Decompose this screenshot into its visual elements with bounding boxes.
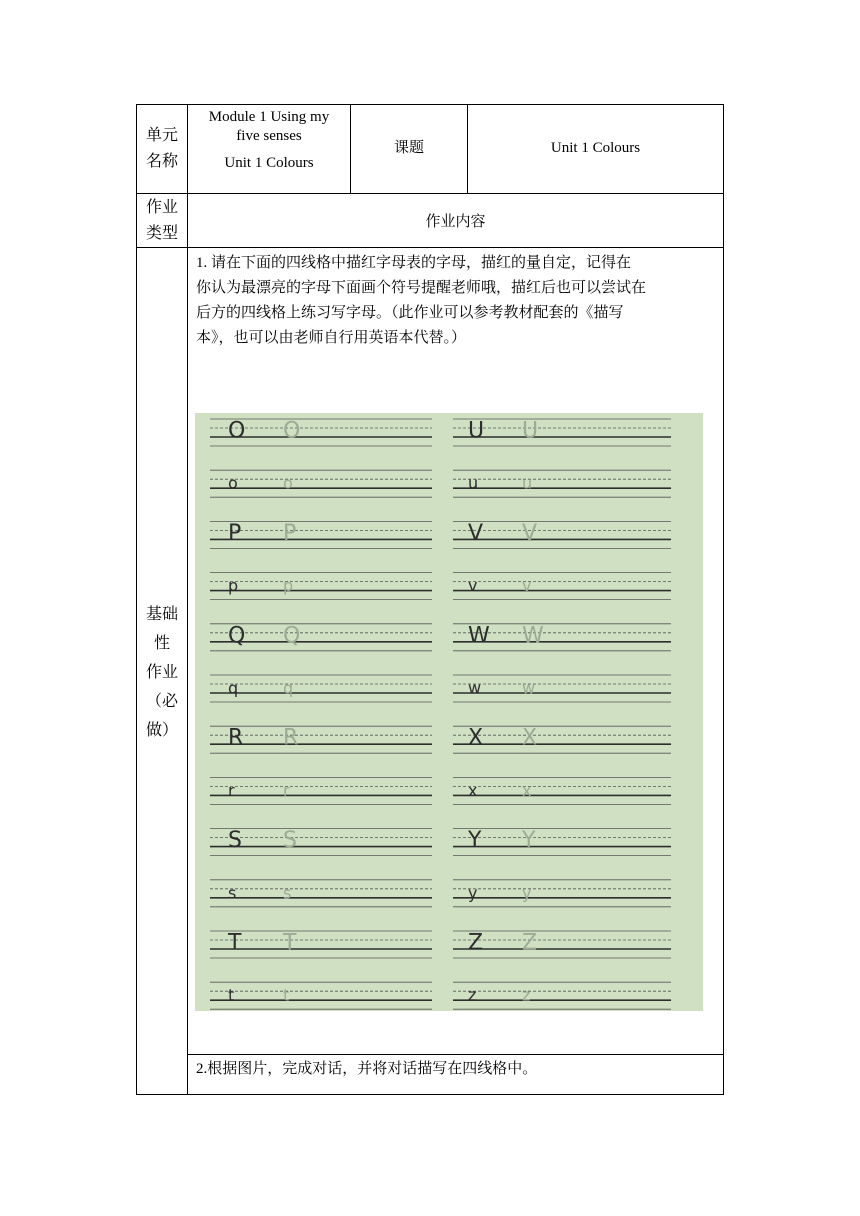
trace-letter: v xyxy=(522,576,532,596)
task1-line: 1. 请在下面的四线格中描红字母表的字母，描红的量自定，记得在 xyxy=(196,255,632,271)
task1-instructions xyxy=(196,251,720,351)
table-border-col1 xyxy=(187,104,188,1095)
trace-letter: s xyxy=(283,883,292,903)
trace-letter: Y xyxy=(522,828,536,854)
trace-letter: Q xyxy=(283,623,301,649)
basic-label-line: 性 xyxy=(153,635,170,652)
practice-letter: o xyxy=(228,473,238,493)
trace-letter: t xyxy=(283,985,290,1005)
trace-letter: q xyxy=(283,678,294,698)
practice-letter: s xyxy=(228,883,237,903)
practice-letter: t xyxy=(228,985,235,1005)
module-line-1: Module 1 Using my xyxy=(208,109,330,125)
practice-letter: V xyxy=(468,520,484,546)
trace-letter: y xyxy=(522,883,532,903)
practice-letter: S xyxy=(228,828,242,854)
alphabet-practice-sheet xyxy=(195,413,703,1011)
trace-letter: T xyxy=(283,930,297,956)
basic-label-line: 基础 xyxy=(145,606,178,623)
practice-letter: U xyxy=(468,418,485,444)
topic-value: Unit 1 Colours xyxy=(550,140,641,156)
trace-letter: z xyxy=(522,985,531,1005)
practice-letter: O xyxy=(228,418,246,444)
practice-letter: Y xyxy=(468,828,482,854)
table-border-right xyxy=(723,104,724,1095)
trace-letter: o xyxy=(283,473,293,493)
trace-letter: V xyxy=(522,520,538,546)
basic-homework-label xyxy=(137,600,187,745)
trace-letter: x xyxy=(522,780,532,800)
type-label: 作业类型 xyxy=(145,198,178,242)
practice-letter: r xyxy=(228,780,235,800)
practice-letter: Z xyxy=(468,930,484,956)
trace-letter: R xyxy=(283,725,299,751)
trace-letter: w xyxy=(522,678,536,698)
basic-label-line: 做） xyxy=(145,722,178,739)
practice-letter: X xyxy=(468,725,484,751)
practice-letter: T xyxy=(228,930,242,956)
table-border-row3 xyxy=(187,1054,724,1055)
practice-letter: W xyxy=(468,623,490,649)
practice-letter: x xyxy=(468,780,478,800)
trace-letter: X xyxy=(522,725,538,751)
practice-letter: R xyxy=(228,725,244,751)
trace-letter: p xyxy=(283,576,294,596)
practice-letter: u xyxy=(468,473,479,493)
content-label: 作业内容 xyxy=(425,214,486,230)
task1-line: 本》，也可以由老师自行用英语本代替。） xyxy=(196,330,467,346)
unit-line: Unit 1 Colours xyxy=(224,155,314,171)
trace-letter: Z xyxy=(522,930,538,956)
practice-letter: v xyxy=(468,576,478,596)
trace-letter: P xyxy=(283,520,297,546)
practice-letter: w xyxy=(468,678,482,698)
trace-letter: U xyxy=(522,418,539,444)
practice-letter: Q xyxy=(228,623,246,649)
practice-letter: z xyxy=(468,985,477,1005)
task2-instructions: 2.根据图片，完成对话，并将对话描写在四线格中。 xyxy=(196,1061,538,1077)
table-border-bottom xyxy=(136,1094,724,1095)
topic-label: 课题 xyxy=(393,140,424,156)
trace-letter: S xyxy=(283,828,297,854)
task1-line: 你认为最漂亮的字母下面画个符号提醒老师哦，描红后也可以尝试在 xyxy=(196,280,647,296)
basic-label-line: （必 xyxy=(145,693,178,710)
trace-letter: W xyxy=(522,623,544,649)
four-line-grid xyxy=(195,413,703,1011)
practice-letter: p xyxy=(228,576,239,596)
trace-letter: r xyxy=(283,780,290,800)
practice-letter: P xyxy=(228,520,242,546)
basic-label-line: 作业 xyxy=(145,664,178,681)
practice-letter: y xyxy=(468,883,478,903)
module-title xyxy=(188,104,350,193)
trace-letter: u xyxy=(522,473,533,493)
table-border-row2 xyxy=(136,247,724,248)
module-line-2: five senses xyxy=(236,128,302,144)
unit-name-label: 单元名称 xyxy=(145,126,178,170)
task1-line: 后方的四线格上练习写字母。（此作业可以参考教材配套的《描写 xyxy=(196,305,624,321)
practice-letter: q xyxy=(228,678,239,698)
trace-letter: O xyxy=(283,418,301,444)
